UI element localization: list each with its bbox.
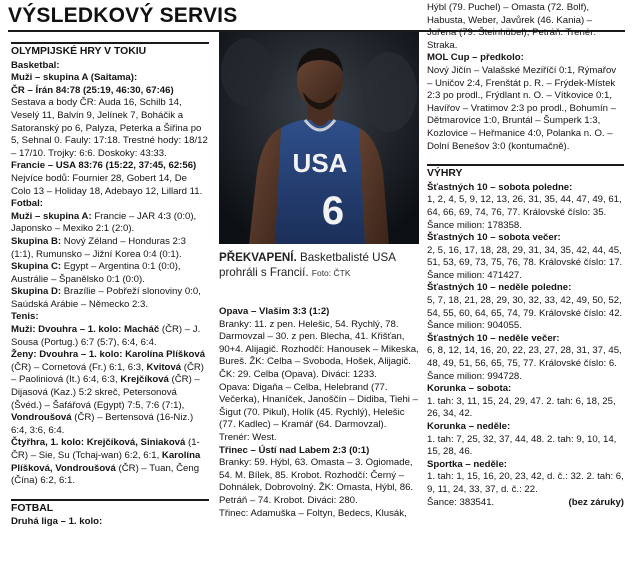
text: (ČR) – Bertensová (16-Niz.) 6:4, 3:6, 6:4. (11, 412, 194, 436)
lottery-title: Korunka – neděle: (427, 421, 511, 432)
label: Skupina D: (11, 286, 62, 298)
lottery-text: 1. tah: 7, 25, 32, 37, 44, 48. 2. tah: 9, 10, 14, 15, 28, 46. (427, 433, 617, 458)
lottery-title: Šťastných 10 – sobota večer: (427, 232, 561, 244)
result-cr-iran: ČR – Írán 84:78 (25:19, 46:30, 67:46) (11, 84, 174, 96)
match2-text: Branky: 59. Hýbl, 63. Omasta – 3. Ogiomade, 54. M. Bílek, 85. Krobot. Rozhodčí: Černý – Dohnálek, Dobrovolný. ŽK: Omasta, Hýbl, 86. Petráň – 74. Krobot. Diváci: 280. (219, 457, 414, 506)
tennis-men (11, 324, 209, 349)
section-olympics: OLYMPIJSKÉ HRY V TOKIU (11, 42, 209, 59)
caption-text: Basketbalisté USA prohráli s Francií. (219, 251, 396, 279)
lottery-text: 5, 7, 18, 21, 28, 29, 30, 32, 33, 42, 49, 50, 52, 54, 55, 60, 64, 65, 74, 79. Královské číslo: 42. Šance milion: 904055. (427, 295, 623, 332)
sance-line (427, 497, 624, 510)
football-group-d (11, 286, 209, 311)
text: Nový Zéland – Honduras 2:3 (1:1), Rumunsko – Jižní Korea 0:4 (0:1). (11, 235, 186, 260)
heading-tennis: Tenis: (11, 311, 39, 323)
lottery-title: Korunka – sobota: (427, 383, 512, 395)
photo-caption (219, 250, 419, 281)
right-column (427, 2, 624, 509)
page-title: VÝSLEDKOVÝ SERVIS (8, 4, 238, 27)
football-group-b (11, 236, 209, 261)
text: Francie – JAR 4:3 (0:0), Japonsko – Mexiko 2:1 (2:0). (11, 210, 197, 235)
heading-basketball: Basketbal: (11, 59, 60, 71)
lottery-text: 2, 5, 16, 17, 18, 28, 29, 31, 34, 35, 42, 44, 45, 51, 53, 69, 73, 75, 76, 78. Královské číslo: 17. Šance milion: 471427. (427, 244, 623, 281)
label: Skupina C: (11, 261, 62, 273)
match2-lineup: Třinec: Adamuška – Foltyn, Bedecs, Klusák, (219, 507, 407, 519)
lottery-title: Šťastných 10 – neděle poledne: (427, 282, 572, 294)
heading-men-group-a: Muži – skupina A (Saitama): (11, 72, 138, 84)
lottery-text: 1. tah: 1, 15, 16, 20, 23, 42, d. č.: 32. 2. tah: 6, 9, 11, 24, 33, 37, d. č.: 22. (427, 471, 624, 495)
caption-head: PŘEKVAPENÍ. (219, 251, 297, 264)
name: Krejčíková (120, 374, 169, 386)
text: Brazílie – Pobřeží slonoviny 0:0, Saúdská Arábie – Německo 2:3. (11, 286, 201, 310)
lottery-text: 1. tah: 3, 11, 15, 24, 29, 47. 2. tah: 6, 18, 25, 26, 34, 42. (427, 395, 616, 420)
name: Karolína Plíšková, Vondroušová (11, 450, 201, 474)
section-fotbal: FOTBAL (11, 499, 209, 516)
label: Skupina B: (11, 235, 62, 247)
text: (1-ČR) – Sie, Su (Tchaj-wan) 6:2, 6:1, (11, 437, 200, 461)
middle-column (219, 306, 419, 520)
mol-cup-text: Nový Jičín – Valašské Meziříčí 0:1, Rýmařov – Uničov 2:4, Frenštát p. R. – Frýdek-Místek 2:3 po prodl., Frýdlant n. O. – Vítkovice 0:1, Havířov – Vratimov 2:3 po prodl., Bohumín – Dětmarovice 1:0, Bruntál – Šumperk 1:3, Kozlovice – Heřmanice 4:0, Polanka n. O. – Dolní Benešov 3:0 (kontumačně). (427, 64, 617, 152)
caption-credit: Foto: ČTK (311, 268, 351, 278)
lottery-title: Sportka – neděle: (427, 458, 507, 470)
text: (ČR) – J. Sousa (Portug.) 6:7 (5:7), 6:4, 6:4. (11, 324, 201, 348)
football-group-c (11, 261, 209, 286)
jersey-number-text: 6 (321, 189, 345, 233)
lottery-text: 1, 2, 4, 5, 9, 12, 13, 26, 31, 35, 44, 47, 49, 61, 64, 66, 69, 74, 76, 77. Královské číslo: 35. Šance milion: 178358. (427, 194, 622, 231)
section-vyhry: VÝHRY (427, 164, 624, 181)
text: (ČR) – Cornetová (Fr.) 6:1, 6:3, (11, 361, 147, 373)
football-group-a (11, 211, 209, 236)
disclaimer: (bez záruky) (568, 496, 624, 508)
lottery-text: 6, 8, 12, 14, 16, 20, 22, 23, 27, 28, 31, 37, 45, 48, 49, 51, 56, 65, 75, 77. Královské číslo: 6. Šance milion: 994728. (427, 345, 622, 382)
result-cr-iran-text: Sestava a body ČR: Auda 16, Schilb 14, Veselý 11, Balvín 9, Jelínek 7, Boháčik a Satoranský po 6, Palyza, Peterka a Šiřina po 5, Sehnal 0. Fauly: 17:18. Trestné hody: 18/12 – 17/10. Trojky: 6:6. Doskoky: 43:33. (11, 97, 208, 159)
name: Kvitová (146, 361, 182, 373)
tennis-doubles (11, 437, 209, 487)
text: (ČR) – Dijasová (Kaz.) 5:2 skreč, Petersonová (Švéd.) – Šafářová (Egypt) 7:5, 7:6 (7:1), (11, 374, 200, 411)
text: (ČR) – Tuan, Čeng (Čína) 6:2, 6:1. (11, 462, 200, 487)
heading-football: Fotbal: (11, 198, 43, 210)
heading-druha-liga: Druhá liga – 1. kolo: (11, 516, 103, 528)
label: Čtyřhra, 1. kolo: Krejčíková, Siniaková (11, 437, 186, 449)
text: Egypt – Argentina 0:1 (0:0), Austrálie – Španělsko 0:1 (0:0). (11, 261, 181, 285)
lottery-title: Šťastných 10 – sobota poledne: (427, 181, 573, 193)
label: Muži – skupina A: (11, 210, 92, 222)
sance-value: Šance: 383541. (427, 496, 495, 508)
tennis-women (11, 349, 209, 437)
mol-cup-title: MOL Cup – předkolo: (427, 52, 524, 64)
left-column (11, 38, 209, 529)
result-fra-usa: Francie – USA 83:76 (15:22, 37:45, 62:56) (11, 160, 197, 172)
result-fra-usa-text: Nejvíce bodů: Fournier 28, Gobert 14, De Colo 13 – Holiday 18, Adebayo 12, Lillard 11. (11, 172, 203, 197)
match2-title: Třinec – Ústí nad Labem 2:3 (0:1) (219, 444, 370, 456)
player-illustration (219, 32, 419, 244)
match1-lineup: Opava: Digaňa – Celba, Helebrand (77. Večerka), Hnaníček, Janoščín – Didiba, Tiehi – Šigut (70. Pikul), Holík (45. Rychlý), Helešic (77. Kadlec) – Kramář (64. Darmovzal). Trenér: West. (219, 381, 418, 443)
label: Muži: Dvouhra – 1. kolo: Macháč (11, 324, 160, 336)
label: Ženy: Dvouhra – 1. kolo: Karolína Plíšková (11, 349, 206, 361)
match1-text: Branky: 11. z pen. Helešic, 54. Rychlý, 78. Darmovzal – 30. z pen. Blecha, 41. Křišťan, 90+4. Alijagič. Rozhodčí: Hanousek – Mikeska, Bureš. ŽK: Celba – Svoboda, Hošek, Alijagič. ČK: 29. Celba (Opava). Diváci: 1233. (219, 318, 419, 380)
lottery-title: Šťastných 10 – neděle večer: (427, 332, 560, 344)
name: Vondroušová (11, 412, 72, 424)
text: (ČR) – Paoliniová (It.) 6:4, 6:3, (11, 361, 205, 386)
jersey-team-text: USA (292, 148, 348, 178)
photo-basketball-player (219, 32, 419, 244)
lineup-continued: Hýbl (79. Puchel) – Omasta (72. Bolf), Habusta, Weber, Javůrek (46. Kania) – Juřena (79. Šteinhübel), Petráň. Trenér: Straka. (427, 2, 597, 51)
match1-title: Opava – Vlašim 3:3 (1:2) (219, 306, 330, 317)
